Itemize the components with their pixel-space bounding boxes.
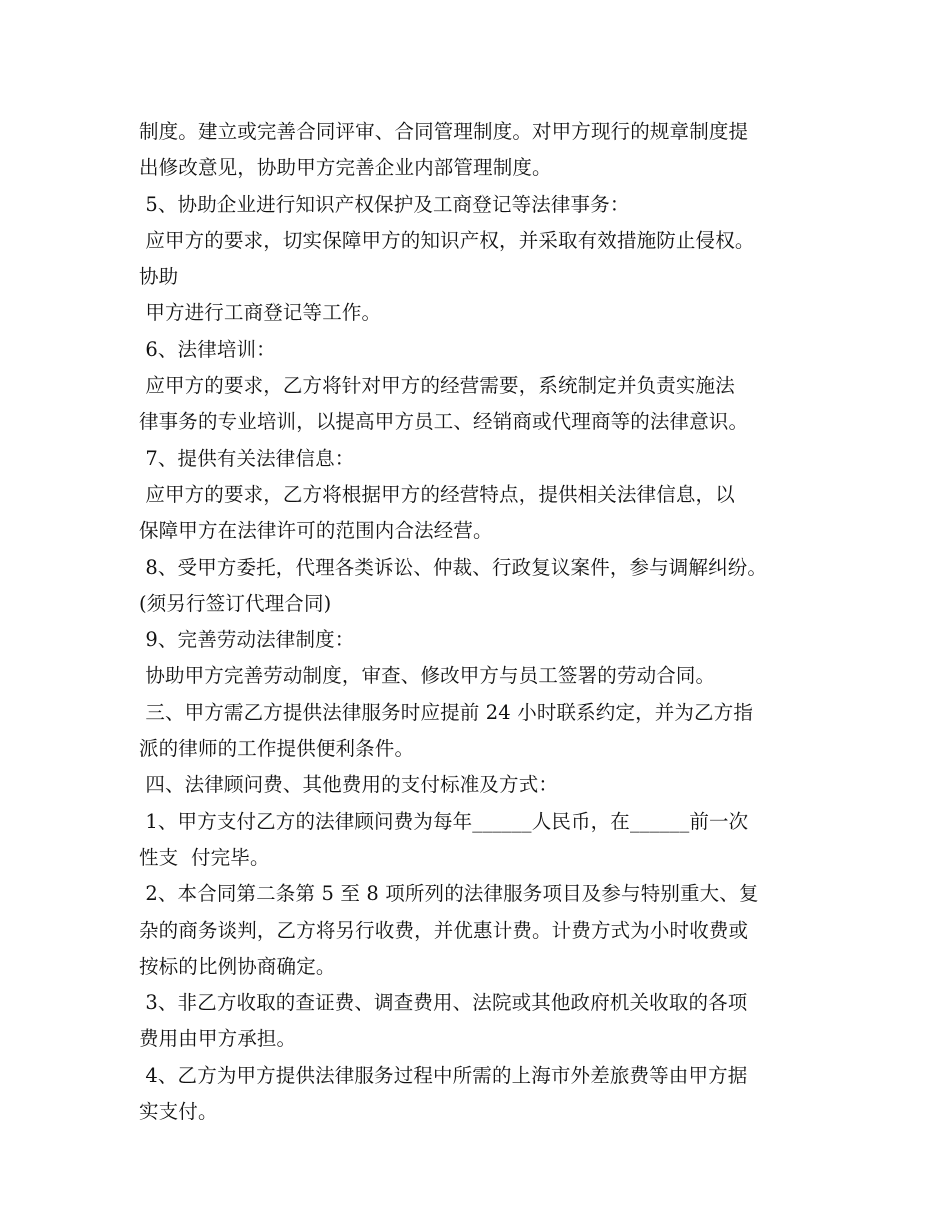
- text-line: 3、非乙方收取的查证费、调查费用、法院或其他政府机关收取的各项: [139, 991, 748, 1015]
- text-line: 派的律师的工作提供便利条件。: [139, 737, 415, 761]
- text-line: 协助甲方完善劳动制度，审查、修改甲方与员工签署的劳动合同。: [139, 664, 716, 688]
- text-line: 制度。建立或完善合同评审、合同管理制度。对甲方现行的规章制度提: [139, 120, 749, 143]
- text-line: 杂的商务谈判，乙方将另行收费，并优惠计费。计费方式为小时收费或: [139, 918, 749, 942]
- text-line: 按标的比例协商确定。: [139, 954, 336, 978]
- text-line: 5、协助企业进行知识产权保护及工商登记等法律事务：: [139, 192, 630, 216]
- text-line: 9、完善劳动法律制度：: [139, 628, 355, 652]
- text-line: 费用由甲方承担。: [139, 1027, 297, 1051]
- text-line: 应甲方的要求，乙方将针对甲方的经营需要，系统制定并负责实施法: [139, 374, 735, 398]
- text-line: 1、甲方支付乙方的法律顾问费为每年______人民币，在______前一次: [139, 809, 749, 833]
- text-line: 4、乙方为甲方提供法律服务过程中所需的上海市外差旅费等由甲方据: [139, 1063, 748, 1087]
- text-line: 实支付。: [139, 1100, 218, 1124]
- text-line: 6、法律培训：: [139, 337, 276, 361]
- text-line: 7、提供有关法律信息：: [139, 446, 355, 470]
- text-line: 保障甲方在法律许可的范围内合法经营。: [139, 519, 493, 543]
- text-line: (须另行签订代理合同): [139, 591, 332, 615]
- text-line: 2、本合同第二条第 5 至 8 项所列的法律服务项目及参与特别重大、复: [139, 882, 759, 906]
- document-body: [139, 114, 829, 1130]
- text-line: 四、法律顾问费、其他费用的支付标准及方式：: [139, 773, 558, 797]
- text-line: 出修改意见，协助甲方完善企业内部管理制度。: [139, 156, 552, 180]
- text-line: 律事务的专业培训，以提高甲方员工、经销商或代理商等的法律意识。: [139, 410, 749, 434]
- text-line: 性支 付完毕。: [139, 845, 270, 869]
- text-line: 甲方进行工商登记等工作。: [139, 301, 382, 325]
- text-line: 应甲方的要求，切实保障甲方的知识产权，并采取有效措施防止侵权。: [139, 228, 755, 252]
- text-line: 8、受甲方委托，代理各类诉讼、仲裁、行政复议案件，参与调解纠纷。: [139, 555, 768, 579]
- text-line: 三、甲方需乙方提供法律服务时应提前 24 小时联系约定，并为乙方指: [139, 700, 754, 724]
- text-line: 应甲方的要求，乙方将根据甲方的经营特点，提供相关法律信息，以: [139, 482, 735, 506]
- text-line: 协助: [139, 265, 179, 289]
